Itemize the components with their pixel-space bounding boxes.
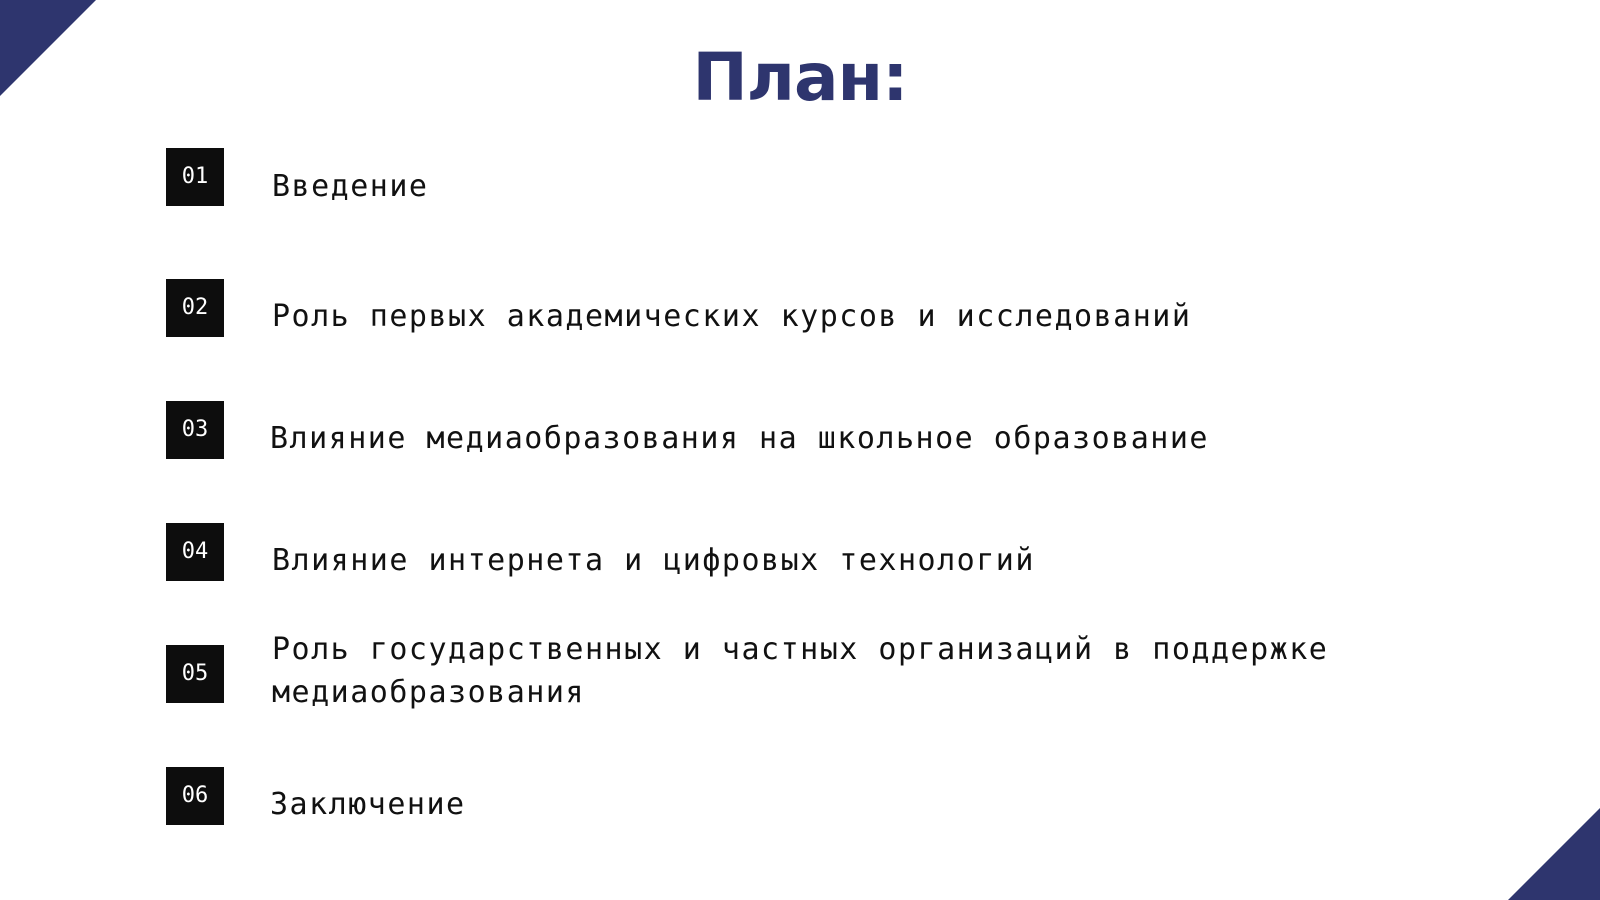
bottom-right-corner-decoration — [1508, 808, 1600, 900]
item-number-badge: 05 — [166, 645, 224, 703]
item-number-badge: 04 — [166, 523, 224, 581]
item-text: Роль государственных и частных организаций в поддержке медиаобразования — [272, 632, 1329, 710]
item-number-badge: 06 — [166, 767, 224, 825]
item-text: Заключение — [270, 787, 466, 822]
item-number-badge: 02 — [166, 279, 224, 337]
item-text: Влияние медиаобразования на школьное образование — [270, 421, 1209, 456]
item-number-badge: 03 — [166, 401, 224, 459]
slide-title: План: — [692, 39, 908, 116]
item-text: Влияние интернета и цифровых технологий — [272, 543, 1035, 578]
item-text: Введение — [272, 169, 429, 204]
item-text: Роль первых академических курсов и исследований — [272, 299, 1192, 334]
item-number-badge: 01 — [166, 148, 224, 206]
